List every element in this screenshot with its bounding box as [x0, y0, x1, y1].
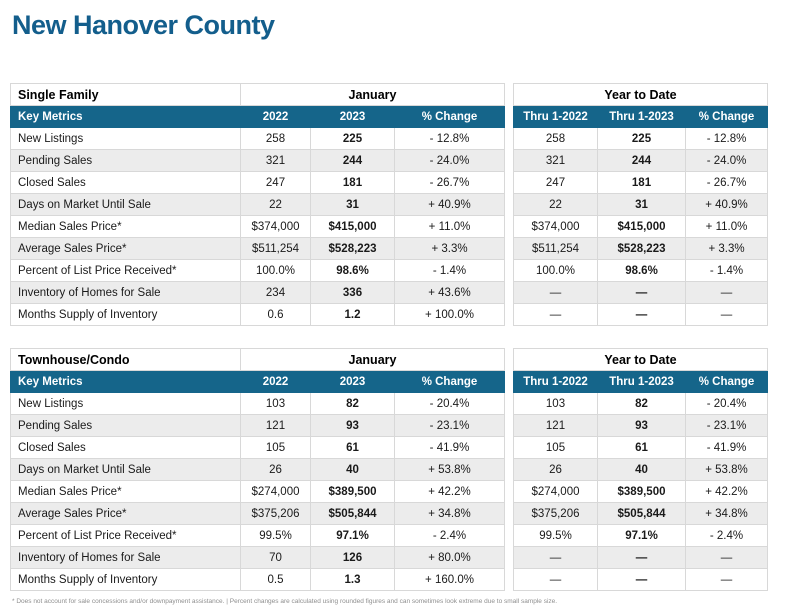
- table-row: [11, 481, 768, 503]
- column-spacer: [505, 84, 514, 106]
- column-spacer: [505, 415, 514, 437]
- metric-value: 97.1%: [311, 525, 395, 547]
- metric-value: 103: [241, 393, 311, 415]
- column-spacer: [505, 304, 514, 326]
- metric-name: Months Supply of Inventory: [11, 304, 241, 326]
- table-row: [11, 260, 768, 282]
- metric-value: 93: [311, 415, 395, 437]
- table-row: [11, 547, 768, 569]
- metric-name: Average Sales Price*: [11, 238, 241, 260]
- metric-value: 22: [514, 194, 598, 216]
- column-spacer: [505, 547, 514, 569]
- column-header-thru-1-2023: Thru 1-2023: [598, 371, 686, 393]
- metric-value: 97.1%: [598, 525, 686, 547]
- metric-value: 40: [598, 459, 686, 481]
- table-row: [11, 238, 768, 260]
- metric-name: Inventory of Homes for Sale: [11, 547, 241, 569]
- column-spacer: [505, 282, 514, 304]
- metric-value: + 11.0%: [686, 216, 768, 238]
- metric-value: —: [514, 569, 598, 591]
- metric-value: —: [598, 569, 686, 591]
- metric-name: Median Sales Price*: [11, 481, 241, 503]
- metric-value: 336: [311, 282, 395, 304]
- metric-value: - 41.9%: [686, 437, 768, 459]
- metric-value: - 24.0%: [395, 150, 505, 172]
- metric-name: Closed Sales: [11, 172, 241, 194]
- table-row: [11, 128, 768, 150]
- table-row: [11, 150, 768, 172]
- metric-value: + 160.0%: [395, 569, 505, 591]
- metric-value: 244: [311, 150, 395, 172]
- metric-value: + 34.8%: [686, 503, 768, 525]
- metric-value: + 42.2%: [395, 481, 505, 503]
- metric-name: Median Sales Price*: [11, 216, 241, 238]
- metric-name: New Listings: [11, 393, 241, 415]
- metric-value: 258: [241, 128, 311, 150]
- metric-value: - 41.9%: [395, 437, 505, 459]
- metric-value: 93: [598, 415, 686, 437]
- column-header-thru-1-2023: Thru 1-2023: [598, 106, 686, 128]
- table-row: [11, 194, 768, 216]
- table-row: [11, 437, 768, 459]
- column-spacer: [505, 503, 514, 525]
- metric-value: 225: [598, 128, 686, 150]
- column-spacer: [505, 525, 514, 547]
- metric-value: 70: [241, 547, 311, 569]
- table-row: [11, 282, 768, 304]
- metric-name: Inventory of Homes for Sale: [11, 282, 241, 304]
- metric-value: —: [686, 569, 768, 591]
- column-spacer: [505, 238, 514, 260]
- metric-value: - 26.7%: [395, 172, 505, 194]
- metric-value: - 2.4%: [395, 525, 505, 547]
- metric-value: 1.2: [311, 304, 395, 326]
- metric-value: 258: [514, 128, 598, 150]
- metric-value: —: [686, 282, 768, 304]
- metric-value: 321: [241, 150, 311, 172]
- metric-value: - 23.1%: [686, 415, 768, 437]
- metric-value: $511,254: [241, 238, 311, 260]
- metric-value: $375,206: [241, 503, 311, 525]
- table-row: [11, 216, 768, 238]
- column-header-2023: 2023: [311, 371, 395, 393]
- column-header-2022: 2022: [241, 371, 311, 393]
- column-spacer: [505, 216, 514, 238]
- metric-value: - 20.4%: [395, 393, 505, 415]
- metric-value: 98.6%: [598, 260, 686, 282]
- metric-value: 321: [514, 150, 598, 172]
- metric-value: + 3.3%: [686, 238, 768, 260]
- column-spacer: [505, 128, 514, 150]
- column-header-row: [11, 106, 768, 128]
- column-spacer: [505, 393, 514, 415]
- metric-value: 82: [311, 393, 395, 415]
- column-spacer: [505, 371, 514, 393]
- metric-value: $415,000: [598, 216, 686, 238]
- metric-value: —: [598, 304, 686, 326]
- metric-value: + 42.2%: [686, 481, 768, 503]
- column-spacer: [505, 172, 514, 194]
- metric-value: 234: [241, 282, 311, 304]
- table-row: [11, 503, 768, 525]
- metric-value: —: [514, 304, 598, 326]
- metric-value: 121: [514, 415, 598, 437]
- metric-value: 61: [598, 437, 686, 459]
- metric-value: + 43.6%: [395, 282, 505, 304]
- metric-value: —: [598, 547, 686, 569]
- single-family-table: [10, 83, 768, 326]
- metric-value: $374,000: [514, 216, 598, 238]
- metric-name: Average Sales Price*: [11, 503, 241, 525]
- metric-value: 247: [241, 172, 311, 194]
- metric-value: —: [686, 304, 768, 326]
- metric-value: 100.0%: [514, 260, 598, 282]
- metric-value: 105: [241, 437, 311, 459]
- metric-value: 121: [241, 415, 311, 437]
- column-header-pct-change-ytd: % Change: [686, 371, 768, 393]
- metric-name: Pending Sales: [11, 415, 241, 437]
- group-header-row: [11, 349, 768, 371]
- column-header-2023: 2023: [311, 106, 395, 128]
- metric-value: 26: [514, 459, 598, 481]
- metric-value: $389,500: [598, 481, 686, 503]
- metric-value: 26: [241, 459, 311, 481]
- page-title: New Hanover County: [12, 10, 275, 40]
- metric-value: —: [686, 547, 768, 569]
- townhouse-condo-table: [10, 348, 768, 591]
- table-row: [11, 525, 768, 547]
- column-spacer: [505, 459, 514, 481]
- metric-value: 225: [311, 128, 395, 150]
- metric-value: + 40.9%: [686, 194, 768, 216]
- table-row: [11, 304, 768, 326]
- metric-value: $274,000: [514, 481, 598, 503]
- metric-value: $505,844: [311, 503, 395, 525]
- column-spacer: [505, 194, 514, 216]
- metric-value: 247: [514, 172, 598, 194]
- metric-value: 1.3: [311, 569, 395, 591]
- metric-value: 31: [311, 194, 395, 216]
- column-header-pct-change-ytd: % Change: [686, 106, 768, 128]
- column-spacer: [505, 150, 514, 172]
- section-title: Single Family: [11, 84, 241, 106]
- metric-value: 98.6%: [311, 260, 395, 282]
- table-row: [11, 569, 768, 591]
- metric-value: $375,206: [514, 503, 598, 525]
- metric-value: + 53.8%: [686, 459, 768, 481]
- metric-value: 126: [311, 547, 395, 569]
- metric-name: Closed Sales: [11, 437, 241, 459]
- metric-value: $389,500: [311, 481, 395, 503]
- metric-name: Percent of List Price Received*: [11, 260, 241, 282]
- metric-value: + 3.3%: [395, 238, 505, 260]
- column-header-key-metrics: Key Metrics: [11, 371, 241, 393]
- metric-value: - 12.8%: [686, 128, 768, 150]
- group-header-january: January: [241, 349, 505, 371]
- report-footnote: * Does not account for sale concessions and/or downpayment assistance. | Percent changes are calculated using rounded figures and can sometimes look extreme due to small sample size.: [12, 598, 558, 605]
- metric-value: - 2.4%: [686, 525, 768, 547]
- metric-value: 99.5%: [514, 525, 598, 547]
- column-header-row: [11, 371, 768, 393]
- metric-name: New Listings: [11, 128, 241, 150]
- metric-value: 105: [514, 437, 598, 459]
- metric-value: $505,844: [598, 503, 686, 525]
- metric-name: Percent of List Price Received*: [11, 525, 241, 547]
- metric-value: —: [514, 282, 598, 304]
- column-header-pct-change: % Change: [395, 371, 505, 393]
- metric-name: Months Supply of Inventory: [11, 569, 241, 591]
- metric-value: 0.6: [241, 304, 311, 326]
- metric-value: —: [598, 282, 686, 304]
- metric-value: 82: [598, 393, 686, 415]
- column-header-2022: 2022: [241, 106, 311, 128]
- metric-value: 40: [311, 459, 395, 481]
- column-spacer: [505, 106, 514, 128]
- table-row: [11, 415, 768, 437]
- section-title: Townhouse/Condo: [11, 349, 241, 371]
- metric-value: + 11.0%: [395, 216, 505, 238]
- column-spacer: [505, 481, 514, 503]
- metric-value: + 100.0%: [395, 304, 505, 326]
- column-spacer: [505, 569, 514, 591]
- metric-value: - 23.1%: [395, 415, 505, 437]
- metric-value: $511,254: [514, 238, 598, 260]
- metric-value: 99.5%: [241, 525, 311, 547]
- metric-value: + 80.0%: [395, 547, 505, 569]
- metric-value: 0.5: [241, 569, 311, 591]
- metric-value: 244: [598, 150, 686, 172]
- metric-value: + 34.8%: [395, 503, 505, 525]
- column-spacer: [505, 260, 514, 282]
- metric-value: + 53.8%: [395, 459, 505, 481]
- metric-value: 61: [311, 437, 395, 459]
- column-spacer: [505, 349, 514, 371]
- metric-name: Days on Market Until Sale: [11, 459, 241, 481]
- metric-value: - 24.0%: [686, 150, 768, 172]
- column-header-key-metrics: Key Metrics: [11, 106, 241, 128]
- metric-value: - 1.4%: [395, 260, 505, 282]
- metric-value: 31: [598, 194, 686, 216]
- metric-value: 181: [598, 172, 686, 194]
- metric-value: 181: [311, 172, 395, 194]
- table-row: [11, 459, 768, 481]
- metric-value: $274,000: [241, 481, 311, 503]
- column-spacer: [505, 437, 514, 459]
- metric-value: 22: [241, 194, 311, 216]
- metric-value: $528,223: [311, 238, 395, 260]
- metric-value: 103: [514, 393, 598, 415]
- metric-value: + 40.9%: [395, 194, 505, 216]
- metric-value: $374,000: [241, 216, 311, 238]
- group-header-row: [11, 84, 768, 106]
- metric-value: - 26.7%: [686, 172, 768, 194]
- group-header-january: January: [241, 84, 505, 106]
- metric-value: - 12.8%: [395, 128, 505, 150]
- metric-value: $528,223: [598, 238, 686, 260]
- metric-value: - 1.4%: [686, 260, 768, 282]
- column-header-thru-1-2022: Thru 1-2022: [514, 106, 598, 128]
- metric-name: Pending Sales: [11, 150, 241, 172]
- metric-name: Days on Market Until Sale: [11, 194, 241, 216]
- metric-value: $415,000: [311, 216, 395, 238]
- metric-value: 100.0%: [241, 260, 311, 282]
- column-header-thru-1-2022: Thru 1-2022: [514, 371, 598, 393]
- column-header-pct-change: % Change: [395, 106, 505, 128]
- metric-value: —: [514, 547, 598, 569]
- group-header-year-to-date: Year to Date: [514, 84, 768, 106]
- table-row: [11, 172, 768, 194]
- table-row: [11, 393, 768, 415]
- group-header-year-to-date: Year to Date: [514, 349, 768, 371]
- metric-value: - 20.4%: [686, 393, 768, 415]
